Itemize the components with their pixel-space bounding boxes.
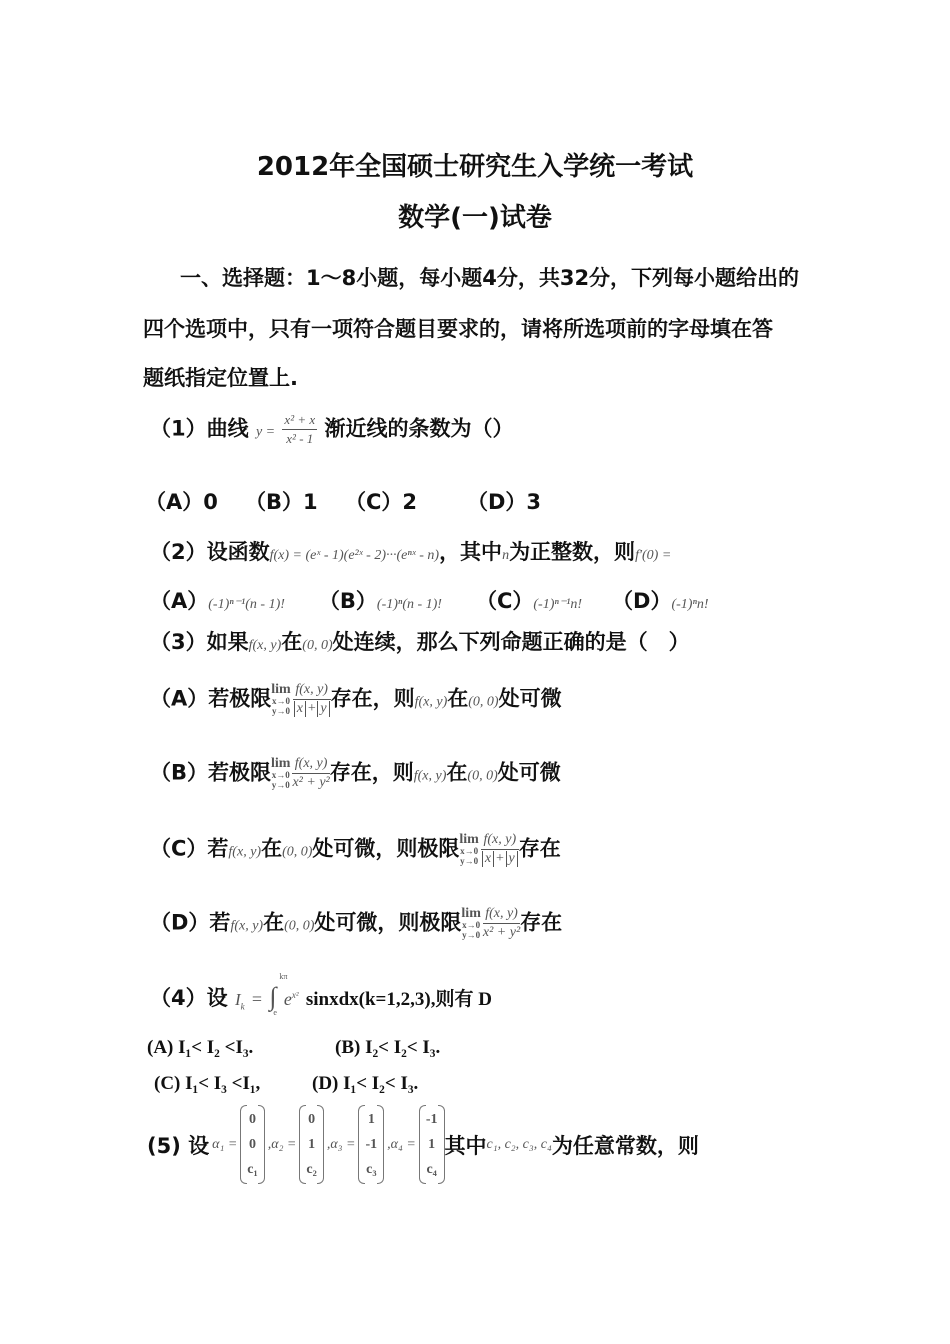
q3-option-d: （D）若f(x, y)在(0, 0)处可微，则极限lim x→0 y→0 $\frac{f(x, y)}{\text{x² + y²}}$ 存在 — [150, 906, 563, 940]
q1-lhs: y = — [255, 424, 276, 440]
page-title: 2012年全国硕士研究生入学统一考试 — [256, 152, 694, 182]
q2-options: （A）(-1)ⁿ⁻¹(n - 1)! （B）(-1)ⁿ(n - 1)! （C）(-1)ⁿ⁻¹n! （D）(-1)ⁿn! — [150, 589, 709, 613]
vector-alpha-3: 1 -1 c₃ — [358, 1105, 384, 1184]
integral-sign: ∫ kπ e — [269, 972, 288, 1017]
q4-option-d: (D) I₁< I₂< I₃. — [312, 1073, 419, 1094]
q2-derivative: f′(0) = — [635, 548, 672, 563]
vector-alpha-4: -1 1 c₄ — [419, 1105, 445, 1184]
question-2: （2）设函数f(x) = (eˣ - 1)(e²ˣ - 2)···(eⁿˣ - n)，其中n为正整数，则f′(0) = — [150, 540, 672, 564]
question-4: （4）设 $I_k$ = ∫ kπ e $e^{x^2}$ sinxdx(k=1,2,3),则有 D — [150, 972, 492, 1017]
q4-option-a: (A) I₁< I₂ <I₃. — [147, 1037, 254, 1058]
q3-option-c: （C）若f(x, y)在(0, 0)处可微，则极限lim x→0 y→0 $\frac{f(x, y)}{x + y}$ 存在 — [150, 832, 561, 866]
question-3: （3）如果f(x, y)在(0, 0)处连续，那么下列命题正确的是（ ） — [150, 630, 690, 654]
vector-alpha-1: 0 0 c₁ — [240, 1105, 264, 1184]
q1-fraction: $\frac{\text{x² + x}}{\text{x² - 1}}$ — [284, 412, 316, 446]
q1-option-a: （A）0 — [145, 490, 218, 514]
q1-option-d: （D）3 — [467, 490, 542, 514]
q4-option-b: (B) I₂< I₂< I₃. — [335, 1037, 441, 1058]
section-line-1: 一、选择题：1～8小题，每小题4分，共32分，下列每小题给出的 — [180, 266, 800, 290]
question-5: (5) 设 α₁ = 0 0 c₁ ,α₂ = 0 1 c₂ ,α₃ = 1 -1 c₃ ,α₄ = -1 1 c₄ 其中 c₁, c₂, c₃, c₄ 为任意常数，则 — [147, 1105, 699, 1184]
q3-option-b: （B）若极限lim x→0 y→0 $\frac{f(x, y)}{\text{x² + y²}}$ 存在，则f(x, y)在(0, 0)处可微 — [150, 756, 561, 790]
page-subtitle: 数学(一)试卷 — [398, 203, 552, 233]
q1-option-c: （C）2 — [345, 490, 418, 514]
section-line-2: 四个选项中，只有一项符合题目要求的，请将所选项前的字母填在答 — [143, 317, 773, 341]
vector-alpha-2: 0 1 c₂ — [299, 1105, 323, 1184]
question-1: （1）曲线 y = $\frac{\text{x² + x}}{\text{x² - 1}}$ 渐近线的条数为（） — [150, 412, 514, 446]
q3-option-a: （A）若极限lim x→0 y→0 $\frac{f(x, y)}{x + y}$ 存在，则f(x, y)在(0, 0)处可微 — [150, 682, 562, 716]
q4-option-c: (C) I₁< I₃ <I₁, — [154, 1073, 261, 1094]
q2-function: f(x) = (eˣ - 1)(e²ˣ - 2)···(eⁿˣ - n) — [269, 548, 440, 563]
section-line-3: 题纸指定位置上. — [143, 366, 298, 390]
q1-option-b: （B）1 — [245, 490, 318, 514]
